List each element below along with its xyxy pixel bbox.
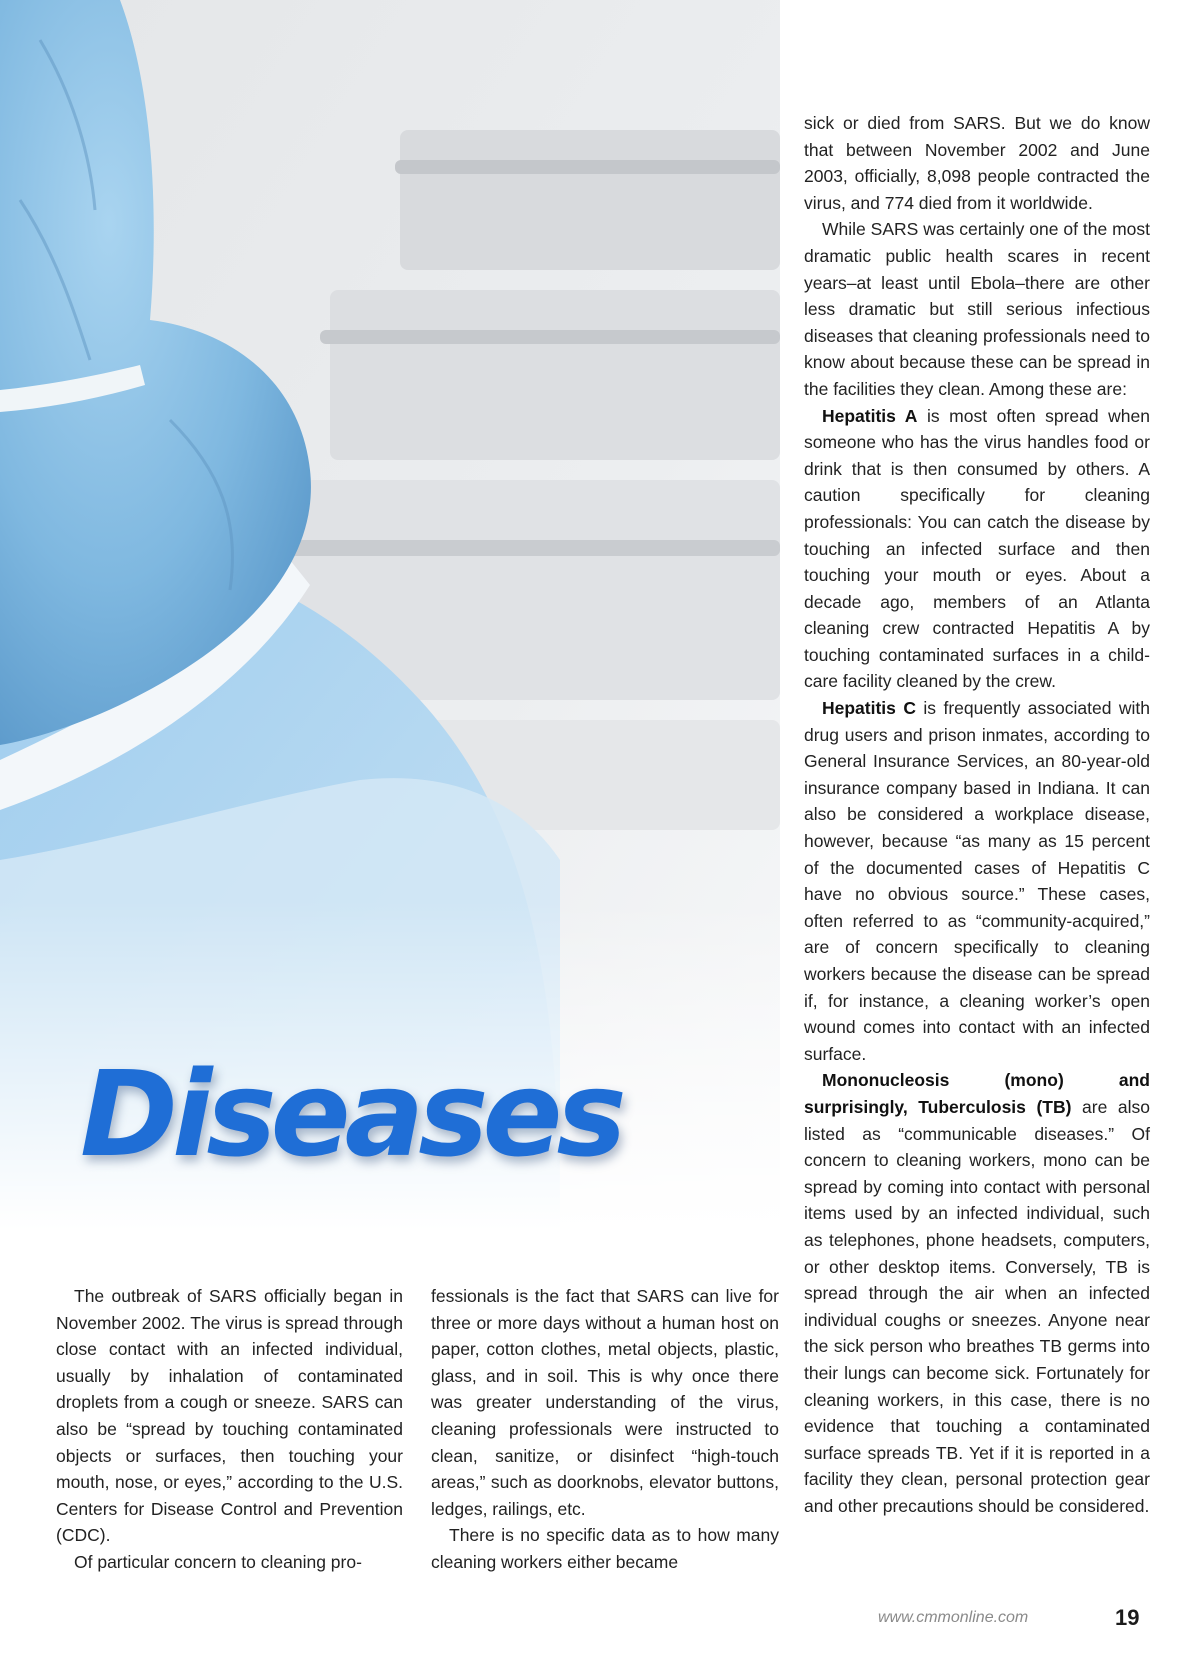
paragraph: fessionals is the fact that SARS can live for three or more days without a human host on paper, cotton clothes, metal objects, plastic, glass, and in soil. This is why once there was greater understanding of the virus, cleaning professionals were instructed to clean, sanitize, or disinfect “high-touch areas,” such as doorknobs, elevator buttons, ledges, railings, etc. [431, 1286, 779, 1519]
paragraph: sick or died from SARS. But we do know that between November 2002 and June 2003, officially, 8,098 people contracted the virus, and 774 died from it worldwide. [804, 113, 1150, 213]
paragraph-hepatitis-c [804, 695, 1150, 1067]
term-hepatitis-a: Hepatitis A [822, 405, 918, 426]
paragraph: Of particular concern to cleaning pro- [74, 1551, 362, 1572]
paragraph: The outbreak of SARS officially began in November 2002. The virus is spread through close contact with an infected individual, usually by inhalation of contaminated droplets from a cough or sneeze. SARS can also be “spread by touching contaminated objects or surfaces, then touching your mouth, nose, or eyes,” according to the U.S. Centers for Disease Control and Prevention (CDC). [56, 1286, 403, 1546]
article-column-3 [804, 110, 1150, 1519]
paragraph-text: is frequently associated with drug users and prison inmates, according to General Insurance Services, an 80-year-old insurance company based in Indiana. It can also be considered a workplace disease, however, because “as many as 15 percent of the documented cases of Hepatitis C have no obvious source.” These cases, often referred to as “community-acquired,” are of concern specifically to cleaning workers because the disease can be spread if, for instance, a cleaning worker’s open wound comes into contact with an infected surface. [804, 698, 1150, 1064]
article-column-2 [431, 1283, 779, 1576]
term-hepatitis-c: Hepatitis C [822, 698, 916, 719]
paragraph-mono-tb [804, 1067, 1150, 1519]
paragraph: There is no specific data as to how many cleaning workers either became [431, 1525, 779, 1572]
footer-url: www.cmmonline.com [878, 1609, 1029, 1626]
paragraph: While SARS was certainly one of the most dramatic public health scares in recent years–at least until Ebola–there are other less dramatic but still serious infectious diseases that cleaning professionals need to know about because these can be spread in the facilities they clean. Among these are: [804, 219, 1150, 399]
headline: Diseases [80, 1045, 621, 1183]
paragraph-hepatitis-a [804, 403, 1150, 696]
article-column-1 [56, 1283, 403, 1576]
term-mono-tb: Mononucleosis (mono) and surprisingly, Tuberculosis (TB) [804, 1070, 1150, 1117]
page-number: 19 [1115, 1605, 1140, 1630]
paragraph-text: are also listed as “communicable diseases.” Of concern to cleaning workers, mono can be spread by coming into contact with personal items used by an infected individual, such as telephones, phone headsets, computers, or other desktop items. Conversely, TB is spread through the air when an infected individual coughs or sneezes. Anyone near the sick person who breathes TB germs into their lungs can become sick. Fortunately for cleaning workers, in this case, there is no evidence that touching a contaminated surface spreads TB. Yet if it is reported in a facility they clean, personal protection gear and other precautions should be considered. [804, 1096, 1150, 1516]
paragraph-text: is most often spread when someone who has the virus handles food or drink that is then consumed by others. A caution specifically for cleaning professionals: You can catch the disease by touching an infected surface and then touching your mouth or eyes. About a decade ago, members of an Atlanta cleaning crew contracted Hepatitis A by touching contaminated surfaces in a child-care facility cleaned by the crew. [804, 405, 1151, 692]
